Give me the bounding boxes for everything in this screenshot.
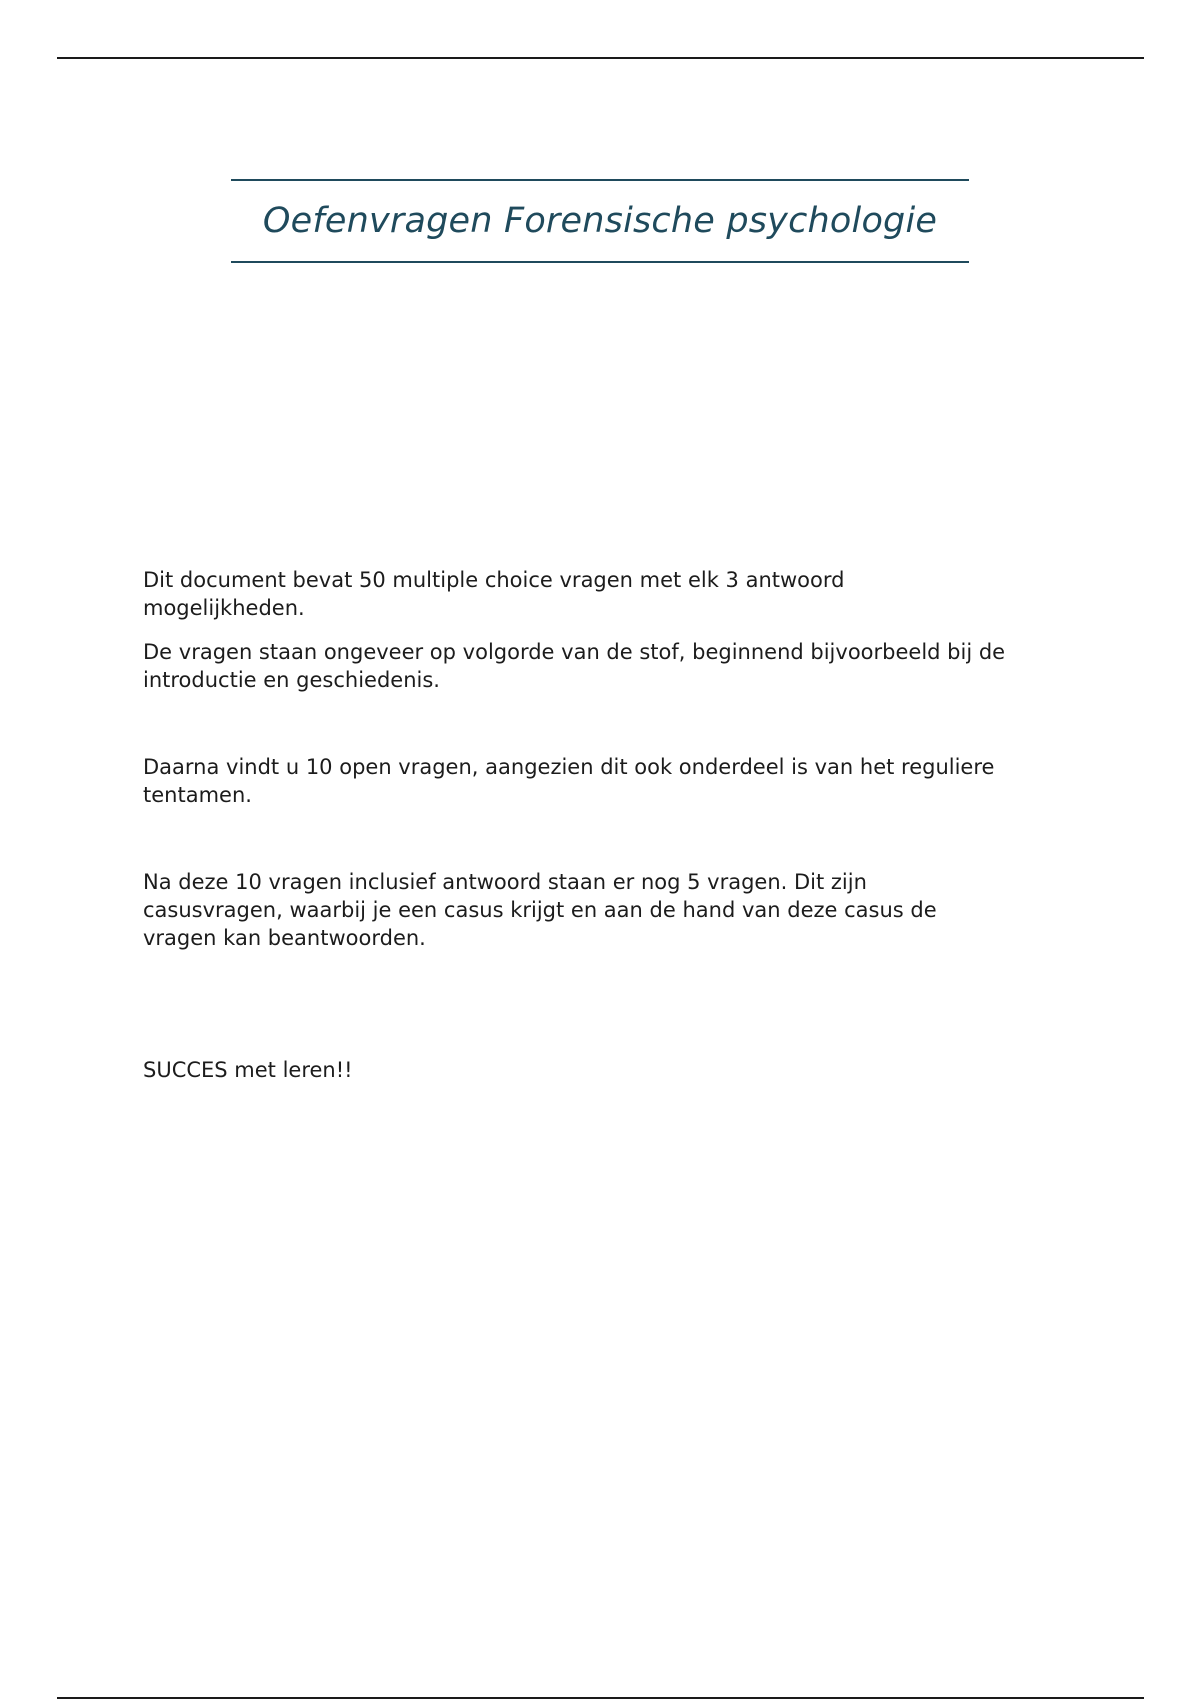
page-header-rule	[57, 57, 1144, 59]
intro-paragraph-multiple-choice: Dit document bevat 50 multiple choice vragen met elk 3 antwoord mogelijkheden.	[143, 568, 845, 620]
intro-paragraph-case-questions: Na deze 10 vragen inclusief antwoord staan er nog 5 vragen. Dit zijn casusvragen, waarbij je een casus krijgt en aan de hand van deze casus de vragen kan beantwoorden.	[143, 870, 937, 950]
closing-line: SUCCES met leren!!	[143, 1058, 353, 1082]
page-footer-rule	[57, 1697, 1144, 1699]
title-block	[231, 179, 969, 263]
document-title: Oefenvragen Forensische psychologie	[262, 201, 938, 241]
intro-paragraph-open-questions: Daarna vindt u 10 open vragen, aangezien dit ook onderdeel is van het reguliere tentamen.	[143, 755, 995, 807]
intro-paragraph-order: De vragen staan ongeveer op volgorde van de stof, beginnend bijvoorbeeld bij de introductie en geschiedenis.	[143, 640, 1006, 692]
